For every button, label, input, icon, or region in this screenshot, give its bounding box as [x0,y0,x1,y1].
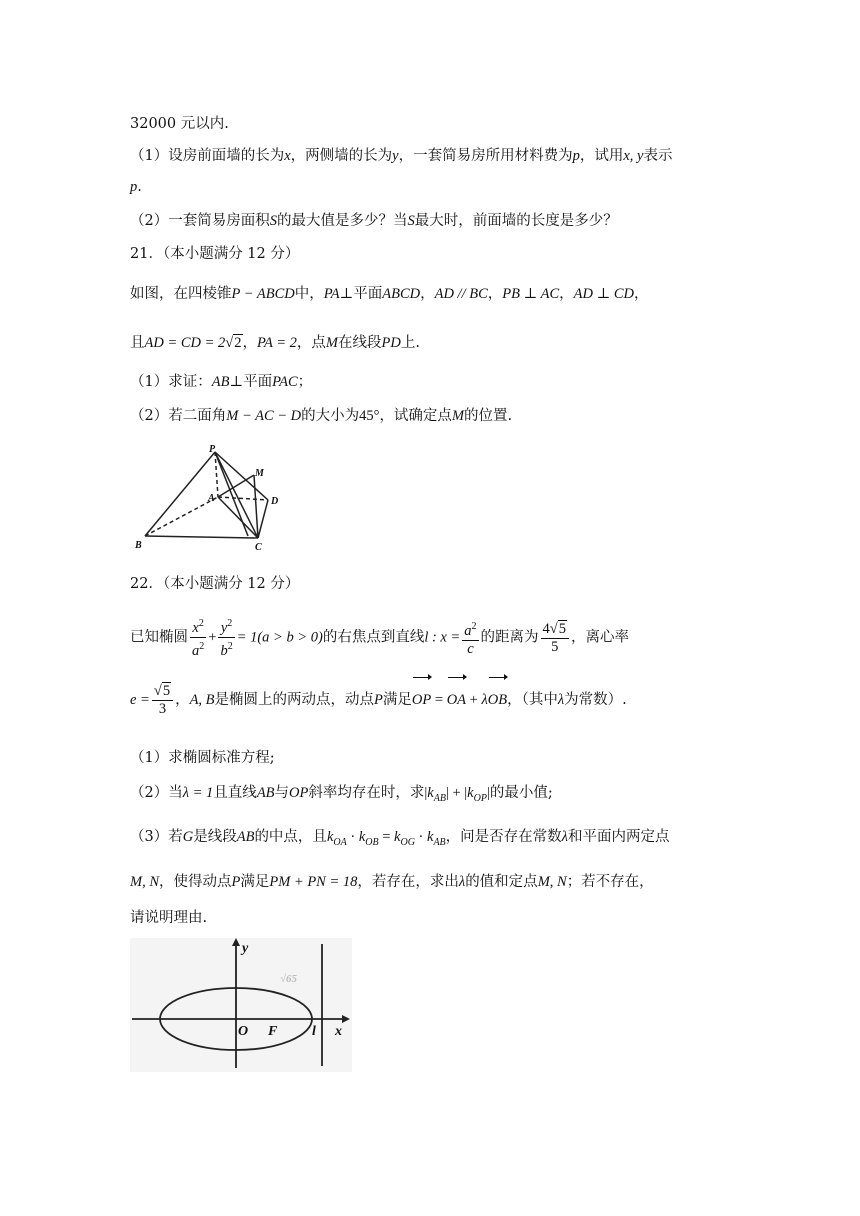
text-line [130,146,672,166]
text-line [130,372,312,392]
math-G: G [182,829,194,845]
edge-mc [254,475,258,538]
text-segment: 的中点，且 [254,829,327,845]
text-segment: 满足 [240,874,270,890]
math-segment: PB ⊥ AC [502,286,560,302]
math-k: k [326,829,334,845]
math-xy: x, y [623,148,644,164]
text-line [130,177,142,197]
math-num: 4 [542,620,550,637]
text-line [130,748,275,768]
text-segment: 32000 元以内. [130,116,229,132]
math-den: 3 [158,701,167,717]
text-segment: 的最大值是多少？当 [276,213,408,229]
text-segment: ， [420,286,435,302]
edge-bc [145,536,258,538]
label-M: M [255,468,264,479]
math-segment: AB [211,374,230,390]
text-segment: 如图，在四棱锥 [130,286,232,302]
text-segment: 表示 [643,148,673,164]
label-B: B [135,540,142,551]
text-line [130,406,512,426]
math-M: M [325,335,338,351]
label-D: D [271,496,279,507]
math-S: S [269,213,277,229]
math-segment: AD ⊥ CD [573,286,634,302]
vector-oa: OA [447,680,466,720]
edge-dc [258,500,268,538]
math-segment: M, N [537,874,567,890]
fraction-y2b2: $\frac{y^2}{b^2}$ [218,615,234,660]
math-segment: λ = 1 [182,785,214,801]
math-segment: PD [381,335,401,351]
text-segment: 的大小为 [301,408,360,424]
math-segment: M − AC − D [226,408,302,424]
text-segment: 是线段 [193,829,237,845]
label-x: x [335,1024,342,1039]
text-segment: ，（其中 [507,692,558,708]
text-segment: ， [559,286,574,302]
text-segment: 和平面内两定点 [567,829,670,845]
fraction-sqrt5-3: $\frac{√5}{3}$ [152,682,173,718]
text-segment: ， [242,335,258,351]
text-segment: 的最小值; [489,785,553,801]
text-line: 且AD = CD = 2√2，PA = 2，点M在线段PD上. [130,335,420,351]
text-segment: ，两侧墙的长为 [290,148,393,164]
text-line [130,114,229,134]
math-segment: l : x = [424,629,461,646]
vector-ob: OB [488,680,507,720]
edge-ad [218,497,268,500]
text-segment: 请说明理由. [130,910,208,926]
math-segment: PAC [272,374,298,390]
text-segment: 且直线 [213,785,257,801]
label-A: A [208,493,215,504]
math-S: S [407,213,415,229]
math-segment: AB [236,829,255,845]
text-segment: ；若不存在， [566,874,654,890]
math-segment: M, N [130,874,159,890]
text-segment: 与 [274,785,290,801]
text-segment: ，问是否存在常数 [445,829,562,845]
text-segment: ，试确定点 [379,408,452,424]
ellipse-figure [130,938,352,1072]
math-x: x [284,148,291,164]
text-segment: ，使得动点 [159,874,232,890]
text-segment: （2）当 [130,785,183,801]
math-k: k [467,785,474,801]
text-line [130,872,654,892]
math-k: k [394,829,401,845]
text-segment: . [137,179,142,195]
math-segment: OP [289,785,309,801]
text-segment: 的右焦点到直线 [322,629,425,646]
math-sqrt: 2 [234,335,242,351]
label-O: O [238,1024,249,1039]
label-P: P [209,444,216,455]
math-lambda: λ [481,692,488,708]
math-p: p [572,148,580,164]
text-segment: ， [634,286,649,302]
math-lambda: λ [561,829,568,845]
text-segment: ， [487,286,503,302]
text-line: （2）当λ = 1且直线AB与OP斜率均存在时，求$|k_{AB}| + |k_{OP}|$的最小值; [130,785,553,804]
text-line: 已知椭圆 $\frac{x^2}{a^2}$ + $\frac{y^2}{b^2}$ = 1(a > b > 0)的右焦点到直线l : x = $\frac{a^2}{c}$ 的距离为 $\frac{4√5}{5}$ ，离心率 [130,615,629,660]
vector-op: OP [412,680,431,720]
edge-ac [218,497,258,538]
math-den: 5 [551,638,559,655]
math-P: P [231,874,241,890]
math-k: k [358,829,366,845]
text-segment: ，一套简易房所用材料费为 [398,148,573,164]
math-lambda: λ [458,874,466,890]
text-segment: ，离心率 [571,629,629,646]
math-p: p [130,179,138,195]
text-segment: 是椭圆上的两动点，动点 [214,692,375,708]
math-segment: PA = 2 [257,335,297,351]
text-segment: 的距离为 [480,629,539,646]
text-segment: ，试用 [579,148,624,164]
text-segment: 最大时，前面墙的长度是多少？ [414,213,618,229]
text-segment: 满足 [382,692,412,708]
text-segment: 已知椭圆 [130,629,188,646]
text-line [130,284,649,304]
math-y: y [392,148,399,164]
text-line: e = $\frac{√5}{3}$ ，A, B是椭圆上的两动点，动点P满足OP = OA + λOB，（其中λ为常数）. [130,680,627,720]
faint-text: √65 [280,973,298,985]
text-segment: 且 [130,335,145,351]
text-line [130,908,207,928]
text-segment: 的值和定点 [465,874,538,890]
text-segment: ，若存在，求出 [357,874,459,890]
text-segment: （1）求椭圆标准方程; [130,750,275,766]
math-segment: AD = CD = 2 [144,335,226,351]
math-segment: e = [130,692,150,708]
text-segment: 中， [294,286,324,302]
label-y: y [242,941,249,956]
text-segment: 的位置. [464,408,513,424]
text-segment: 斜率均存在时，求 [308,785,425,801]
text-segment: ，点 [296,335,326,351]
math-segment: = 1(a > b > 0) [236,629,323,646]
text-segment: （1）设房前面墙的长为 [130,148,285,164]
math-segment: ABCD [382,286,421,302]
text-segment: ⊥平面 [339,286,383,302]
text-segment: ⊥平面 [229,374,273,390]
fraction-x2a2: $\frac{x^2}{a^2}$ [190,615,206,660]
figure-background [130,938,352,1072]
fraction-4sqrt5-5: $\frac{4√5}{5}$ [541,620,569,656]
math-k: k [427,829,434,845]
math-sqrt: 5 [558,620,566,637]
math-segment: PA [323,286,340,302]
question-header [130,574,299,594]
math-c: c [467,640,474,657]
math-segment: AD // BC [434,286,488,302]
math-lambda: λ [557,692,565,708]
text-line [130,211,618,231]
fraction-a2c: $\frac{a^2}{c}$ [462,618,478,658]
text-segment: 上. [400,335,420,351]
math-sqrt: 5 [162,683,171,699]
math-segment: AB [256,785,275,801]
text-segment: （2）若二面角 [130,408,227,424]
text-segment: （3）若 [130,829,183,845]
label-F: F [268,1024,278,1039]
text-segment: ； [297,374,313,390]
text-segment: 为常数）. [564,692,627,708]
label-C: C [255,542,262,553]
math-k: k [427,785,434,801]
edge-pb [145,452,215,536]
text-line: （3）若G是线段AB的中点，且$k_{OA} \cdot k_{OB} = k_{OG} \cdot k_{AB}$，问是否存在常数λ和平面内两定点 [130,829,670,848]
label-l: l [312,1024,316,1039]
math-segment: PM + PN = 18 [269,874,358,890]
text-segment: 22．（本小题满分 12 分） [130,576,300,592]
text-segment: （1）求证： [130,374,212,390]
edge-inner [215,452,248,536]
math-a: a [464,622,472,639]
math-segment: 45° [359,408,380,424]
math-segment: P − ABCD [231,286,295,302]
math-M: M [451,408,465,424]
pyramid-figure [130,440,280,558]
text-segment: 21．（本小题满分 12 分） [130,246,300,262]
text-segment: ， [175,692,190,708]
math-segment: A, B [189,692,215,708]
math-P: P [374,692,383,708]
text-segment: （2）一套简易房面积 [130,213,270,229]
question-header [130,244,299,264]
text-segment: 在线段 [337,335,382,351]
